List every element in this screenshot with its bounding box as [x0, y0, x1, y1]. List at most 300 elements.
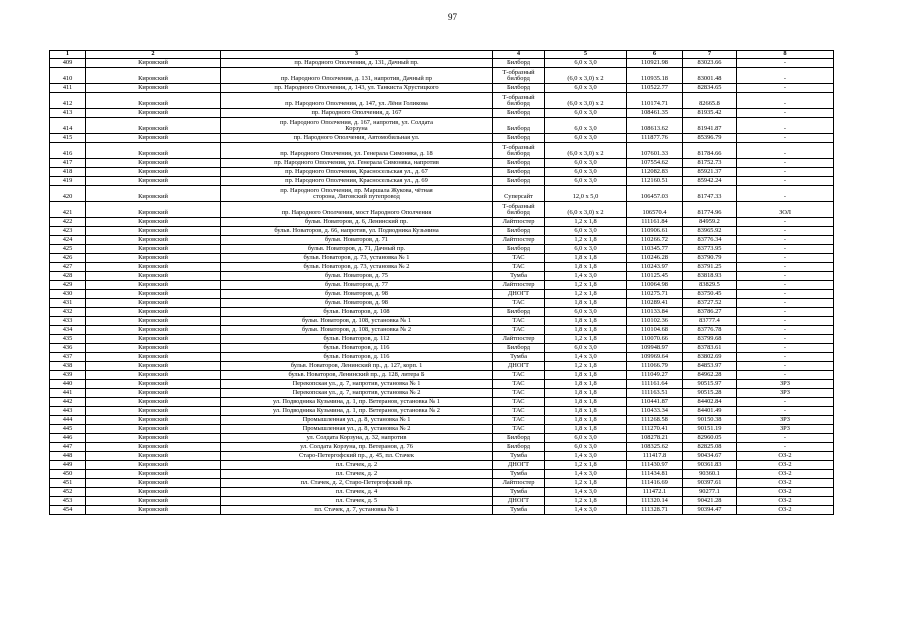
- address-cell-line: бульв. Новаторов, д. 116: [323, 344, 390, 352]
- size-cell: 1,8 x 1,8: [545, 317, 627, 326]
- district-cell: Кировский: [86, 254, 221, 263]
- row-number-cell: 442: [50, 398, 86, 407]
- construction-type-cell-line: Билборд: [506, 134, 531, 142]
- district-cell: Кировский: [86, 299, 221, 308]
- district-cell: Кировский: [86, 353, 221, 362]
- construction-type-cell: [493, 227, 545, 236]
- note-cell: -: [737, 335, 834, 344]
- size-cell: 1,8 x 1,8: [545, 380, 627, 389]
- size-cell: 6,0 x 3,0: [545, 118, 627, 134]
- coordinate-y-cell: 81774.96: [683, 202, 737, 218]
- district-cell: Кировский: [86, 159, 221, 168]
- district-cell: Кировский: [86, 134, 221, 143]
- address-cell-line: пр. Народного Ополчения, Автомобильная ул.: [293, 134, 420, 142]
- coordinate-y-cell: 90394.47: [683, 506, 737, 515]
- coordinate-x-cell: 110433.34: [627, 407, 683, 416]
- table-row: [50, 59, 834, 68]
- table-row: [50, 461, 834, 470]
- address-cell-line: пр. Народного Ополчения, д. 131, Дачный пр.: [294, 59, 419, 67]
- address-cell: [221, 134, 493, 143]
- address-cell-line: бульв. Новаторов, д. 98: [325, 299, 388, 307]
- coordinate-x-cell: 110243.97: [627, 263, 683, 272]
- address-cell: [221, 84, 493, 93]
- construction-type-cell-line: Тумба: [510, 506, 527, 514]
- address-cell: [221, 227, 493, 236]
- construction-type-cell: [493, 109, 545, 118]
- district-cell: Кировский: [86, 425, 221, 434]
- construction-type-cell: [493, 452, 545, 461]
- size-cell: 1,2 x 1,8: [545, 218, 627, 227]
- construction-type-cell: [493, 177, 545, 186]
- row-number-cell: 448: [50, 452, 86, 461]
- coordinate-y-cell: 90151.19: [683, 425, 737, 434]
- address-cell: [221, 143, 493, 159]
- coordinate-x-cell: 111328.71: [627, 506, 683, 515]
- construction-type-cell-line: Билборд: [506, 84, 531, 92]
- construction-type-cell-line: Тумба: [510, 470, 527, 478]
- row-number-cell: 411: [50, 84, 86, 93]
- address-cell: [221, 344, 493, 353]
- address-cell-line: бульв. Новаторов, д. 108: [323, 308, 390, 316]
- construction-type-cell-line: Т-образный: [502, 143, 535, 151]
- construction-type-cell-line: Лайтпостер: [502, 479, 535, 487]
- address-cell: [221, 218, 493, 227]
- address-cell-line: пр. Народного Ополчения, Красносельская ул., д. 69: [285, 177, 428, 185]
- coordinate-y-cell: 83802.69: [683, 353, 737, 362]
- address-cell-line: бульв. Новаторов, д. 71, Дачный пр.: [307, 245, 406, 253]
- construction-type-cell-line: ТАС: [512, 389, 525, 397]
- district-cell: Кировский: [86, 344, 221, 353]
- address-cell-line: бульв. Новаторов, д. 116: [323, 353, 390, 361]
- note-cell: -: [737, 118, 834, 134]
- district-cell: Кировский: [86, 186, 221, 202]
- coordinate-x-cell: 110289.41: [627, 299, 683, 308]
- note-cell: -: [737, 93, 834, 109]
- address-cell: [221, 371, 493, 380]
- district-cell: Кировский: [86, 93, 221, 109]
- table-row: [50, 227, 834, 236]
- note-cell: ОЗ-2: [737, 506, 834, 515]
- coordinate-x-cell: 110133.84: [627, 308, 683, 317]
- address-cell: [221, 443, 493, 452]
- table-row: [50, 168, 834, 177]
- address-cell: [221, 299, 493, 308]
- construction-type-cell: [493, 398, 545, 407]
- address-cell: [221, 263, 493, 272]
- note-cell: ЗРЗ: [737, 425, 834, 434]
- table-row: [50, 245, 834, 254]
- coordinate-y-cell: 90277.1: [683, 488, 737, 497]
- table-row: [50, 371, 834, 380]
- coordinate-x-cell: 110345.77: [627, 245, 683, 254]
- size-cell: 1,4 x 3,0: [545, 272, 627, 281]
- coordinate-y-cell: 84401.49: [683, 407, 737, 416]
- coordinate-y-cell: 83776.34: [683, 236, 737, 245]
- address-cell: [221, 281, 493, 290]
- row-number-cell: 437: [50, 353, 86, 362]
- construction-type-cell: [493, 218, 545, 227]
- district-cell: Кировский: [86, 84, 221, 93]
- construction-type-cell: [493, 353, 545, 362]
- address-cell-line: бульв. Новаторов, д. 112: [323, 335, 390, 343]
- district-cell: Кировский: [86, 488, 221, 497]
- address-cell: [221, 236, 493, 245]
- district-cell: Кировский: [86, 317, 221, 326]
- address-cell-line: пл. Стачек, д. 7, установка № 1: [314, 506, 399, 514]
- construction-type-cell: [493, 470, 545, 479]
- address-cell-line: пл. Стачек, д. 2: [335, 470, 378, 478]
- note-cell: -: [737, 371, 834, 380]
- address-cell-line: Промышленная ул., д. 8, установка № 2: [302, 425, 411, 433]
- note-cell: -: [737, 218, 834, 227]
- district-cell: Кировский: [86, 143, 221, 159]
- district-cell: Кировский: [86, 398, 221, 407]
- coordinate-y-cell: 83829.5: [683, 281, 737, 290]
- construction-type-cell-line: ДНОГТ: [507, 497, 530, 505]
- row-number-cell: 414: [50, 118, 86, 134]
- address-cell: [221, 452, 493, 461]
- size-cell: 6,0 x 3,0: [545, 443, 627, 452]
- construction-type-cell-line: Тумба: [510, 488, 527, 496]
- row-number-cell: 415: [50, 134, 86, 143]
- district-cell: Кировский: [86, 326, 221, 335]
- address-cell-line: Промышленная ул., д. 8, установка № 1: [302, 416, 411, 424]
- address-cell-line: бульв. Новаторов, д. 6, Ленинский пр.: [305, 218, 408, 226]
- construction-type-cell-line: Билборд: [506, 308, 531, 316]
- row-number-cell: 454: [50, 506, 86, 515]
- column-header: 3: [221, 51, 493, 59]
- address-cell-line: пр. Народного Ополчения, д. 143, ул. Танкиста Хрустицкого: [274, 84, 439, 92]
- construction-type-cell-line: ТАС: [512, 299, 525, 307]
- coordinate-x-cell: 111161.64: [627, 380, 683, 389]
- construction-type-cell-line: ТАС: [512, 398, 525, 406]
- coordinate-y-cell: 81941.87: [683, 118, 737, 134]
- row-number-cell: 418: [50, 168, 86, 177]
- table-row: [50, 434, 834, 443]
- district-cell: Кировский: [86, 380, 221, 389]
- address-cell: [221, 416, 493, 425]
- note-cell: -: [737, 143, 834, 159]
- coordinate-y-cell: 83786.27: [683, 308, 737, 317]
- coordinate-y-cell: 90397.61: [683, 479, 737, 488]
- note-cell: -: [737, 308, 834, 317]
- address-cell-line: бульв. Новаторов, д. 77: [325, 281, 388, 289]
- construction-type-cell-line: Билборд: [506, 168, 531, 176]
- coordinate-y-cell: 83783.61: [683, 344, 737, 353]
- coordinate-x-cell: 109948.97: [627, 344, 683, 353]
- construction-type-cell: [493, 344, 545, 353]
- note-cell: ОЗ-2: [737, 461, 834, 470]
- coordinate-x-cell: 111416.69: [627, 479, 683, 488]
- note-cell: ЗРЗ: [737, 389, 834, 398]
- coordinate-x-cell: 108613.62: [627, 118, 683, 134]
- coordinate-y-cell: 83023.66: [683, 59, 737, 68]
- address-cell-line: сторона, Лиговский путепровод: [313, 193, 400, 201]
- size-cell: 1,2 x 1,8: [545, 290, 627, 299]
- table-row: [50, 93, 834, 109]
- coordinate-x-cell: 112082.83: [627, 168, 683, 177]
- row-number-cell: 447: [50, 443, 86, 452]
- table-row: [50, 362, 834, 371]
- coordinate-x-cell: 110102.36: [627, 317, 683, 326]
- table-row: [50, 380, 834, 389]
- district-cell: Кировский: [86, 227, 221, 236]
- table-row: [50, 84, 834, 93]
- construction-type-cell: [493, 335, 545, 344]
- coordinate-x-cell: 111161.84: [627, 218, 683, 227]
- note-cell: -: [737, 134, 834, 143]
- note-cell: ЗРЗ: [737, 380, 834, 389]
- size-cell: 6,0 x 3,0: [545, 245, 627, 254]
- table-row: [50, 389, 834, 398]
- note-cell: -: [737, 281, 834, 290]
- row-number-cell: 431: [50, 299, 86, 308]
- district-cell: Кировский: [86, 362, 221, 371]
- coordinate-x-cell: 111320.14: [627, 497, 683, 506]
- address-cell-line: бульв. Новаторов, д. 108, установка № 2: [301, 326, 412, 334]
- address-cell-line: пл. Стачек, д. 2: [335, 461, 378, 469]
- address-cell-line: бульв. Новаторов, д. 73, установка № 2: [303, 263, 410, 271]
- note-cell: ОЗ-2: [737, 452, 834, 461]
- table-row: [50, 353, 834, 362]
- construction-type-cell-line: Билборд: [506, 434, 531, 442]
- address-cell-line: бульв. Новаторов, д. 75: [325, 272, 388, 280]
- row-number-cell: 436: [50, 344, 86, 353]
- address-cell: [221, 93, 493, 109]
- address-cell-line: пр. Народного Ополчения, Красносельская ул., д. 67: [285, 168, 428, 176]
- row-number-cell: 435: [50, 335, 86, 344]
- coordinate-y-cell: 83777.4: [683, 317, 737, 326]
- coordinate-x-cell: 110064.98: [627, 281, 683, 290]
- table-row: [50, 407, 834, 416]
- construction-type-cell: [493, 434, 545, 443]
- size-cell: 6,0 x 3,0: [545, 109, 627, 118]
- construction-type-cell-line: Билборд: [506, 245, 531, 253]
- table-row: [50, 218, 834, 227]
- coordinate-y-cell: 83001.48: [683, 68, 737, 84]
- row-number-cell: 416: [50, 143, 86, 159]
- district-cell: Кировский: [86, 470, 221, 479]
- district-cell: Кировский: [86, 281, 221, 290]
- address-cell-line: пр. Народного Ополчения, пр. Маршала Жукова, чётная: [280, 186, 433, 194]
- size-cell: 6,0 x 3,0: [545, 159, 627, 168]
- coordinate-y-cell: 83799.68: [683, 335, 737, 344]
- address-cell: [221, 506, 493, 515]
- coordinate-y-cell: 83965.92: [683, 227, 737, 236]
- table-row: [50, 497, 834, 506]
- table-row: [50, 326, 834, 335]
- construction-type-cell: [493, 93, 545, 109]
- district-cell: Кировский: [86, 497, 221, 506]
- district-cell: Кировский: [86, 59, 221, 68]
- address-cell: [221, 168, 493, 177]
- construction-type-cell: [493, 326, 545, 335]
- construction-type-cell: [493, 506, 545, 515]
- column-header: 6: [627, 51, 683, 59]
- size-cell: 1,2 x 1,8: [545, 362, 627, 371]
- coordinate-y-cell: 81747.33: [683, 186, 737, 202]
- address-cell: [221, 470, 493, 479]
- address-cell: [221, 245, 493, 254]
- coordinate-y-cell: 81935.42: [683, 109, 737, 118]
- table-row: [50, 470, 834, 479]
- construction-type-cell-line: Т-образный: [502, 68, 535, 76]
- address-cell: [221, 479, 493, 488]
- construction-type-cell-line: ТАС: [512, 317, 525, 325]
- construction-type-cell-line: Лайтпостер: [502, 236, 535, 244]
- coordinate-y-cell: 85942.24: [683, 177, 737, 186]
- size-cell: 1,8 x 1,8: [545, 254, 627, 263]
- table-row: [50, 281, 834, 290]
- coordinate-x-cell: 106457.03: [627, 186, 683, 202]
- district-cell: Кировский: [86, 434, 221, 443]
- coordinate-x-cell: 111417.8: [627, 452, 683, 461]
- size-cell: 1,8 x 1,8: [545, 299, 627, 308]
- construction-type-cell: [493, 389, 545, 398]
- address-cell-line: бульв. Новаторов, д. 71: [325, 236, 388, 244]
- address-cell: [221, 362, 493, 371]
- coordinate-y-cell: 82960.05: [683, 434, 737, 443]
- address-cell: [221, 389, 493, 398]
- table-row: [50, 479, 834, 488]
- coordinate-y-cell: 83818.93: [683, 272, 737, 281]
- size-cell: 6,0 x 3,0: [545, 434, 627, 443]
- construction-type-cell: [493, 254, 545, 263]
- construction-type-cell-line: Т-образный: [502, 93, 535, 101]
- construction-type-cell: [493, 59, 545, 68]
- district-cell: Кировский: [86, 479, 221, 488]
- construction-type-cell: [493, 84, 545, 93]
- address-cell: [221, 497, 493, 506]
- row-number-cell: 446: [50, 434, 86, 443]
- district-cell: Кировский: [86, 168, 221, 177]
- row-number-cell: 452: [50, 488, 86, 497]
- district-cell: Кировский: [86, 506, 221, 515]
- size-cell: 6,0 x 3,0: [545, 344, 627, 353]
- size-cell: 1,8 x 1,8: [545, 425, 627, 434]
- address-cell-line: пр. Народного Ополчения, мост Народного Ополчения: [281, 209, 432, 217]
- address-cell: [221, 272, 493, 281]
- coordinate-x-cell: 110522.77: [627, 84, 683, 93]
- address-cell: [221, 202, 493, 218]
- size-cell: 1,8 x 1,8: [545, 407, 627, 416]
- coordinate-x-cell: 110275.71: [627, 290, 683, 299]
- note-cell: ЗОЛ: [737, 202, 834, 218]
- construction-type-cell: [493, 186, 545, 202]
- construction-type-cell: [493, 202, 545, 218]
- page-number: 97: [448, 12, 457, 22]
- note-cell: -: [737, 434, 834, 443]
- size-cell: 1,2 x 1,8: [545, 281, 627, 290]
- construction-type-cell-line: билборд: [507, 150, 530, 158]
- address-cell-line: бульв. Новаторов, д. 66, напротив, ул. Подводника Кузьмина: [274, 227, 439, 235]
- address-cell: [221, 326, 493, 335]
- coordinate-x-cell: 109969.64: [627, 353, 683, 362]
- coordinate-x-cell: 110921.98: [627, 59, 683, 68]
- row-number-cell: 453: [50, 497, 86, 506]
- construction-type-cell: [493, 479, 545, 488]
- construction-type-cell-line: ДНОГТ: [507, 362, 530, 370]
- address-cell-line: пр. Народного Ополчения, д. 167, напротив, ул. Солдата: [280, 118, 433, 126]
- row-number-cell: 427: [50, 263, 86, 272]
- coordinate-x-cell: 110935.18: [627, 68, 683, 84]
- size-cell: 6,0 x 3,0: [545, 227, 627, 236]
- construction-type-cell-line: Лайтпостер: [502, 335, 535, 343]
- construction-type-cell: [493, 308, 545, 317]
- district-cell: Кировский: [86, 443, 221, 452]
- row-number-cell: 432: [50, 308, 86, 317]
- construction-type-cell-line: ТАС: [512, 416, 525, 424]
- district-cell: Кировский: [86, 218, 221, 227]
- coordinate-x-cell: 111163.51: [627, 389, 683, 398]
- coordinate-y-cell: 83773.95: [683, 245, 737, 254]
- row-number-cell: 438: [50, 362, 86, 371]
- size-cell: 1,4 x 3,0: [545, 506, 627, 515]
- address-cell: [221, 425, 493, 434]
- address-cell: [221, 109, 493, 118]
- construction-type-cell-line: Тумба: [510, 272, 527, 280]
- coordinate-x-cell: 110441.87: [627, 398, 683, 407]
- construction-type-cell: [493, 245, 545, 254]
- note-cell: -: [737, 362, 834, 371]
- address-cell-line: Корзуна: [345, 125, 368, 133]
- address-cell-line: бульв. Новаторов, Ленинский пр., д. 128, литера Б: [288, 371, 425, 379]
- construction-type-cell: [493, 168, 545, 177]
- note-cell: -: [737, 290, 834, 299]
- size-cell: 6,0 x 3,0: [545, 134, 627, 143]
- address-cell-line: бульв. Новаторов, д. 108, установка № 1: [301, 317, 412, 325]
- construction-type-cell-line: ТАС: [512, 380, 525, 388]
- table-row: [50, 290, 834, 299]
- address-cell-line: ул. Солдата Корзуна, д. 32, напротив: [306, 434, 407, 442]
- table-row: [50, 488, 834, 497]
- coordinate-x-cell: 110104.68: [627, 326, 683, 335]
- address-cell: [221, 159, 493, 168]
- address-cell: [221, 118, 493, 134]
- row-number-cell: 426: [50, 254, 86, 263]
- coordinate-y-cell: 82825.08: [683, 443, 737, 452]
- address-cell-line: Перекопская ул., д. 7, напротив, установка № 1: [292, 380, 421, 388]
- row-number-cell: 420: [50, 186, 86, 202]
- size-cell: 6,0 x 3,0: [545, 177, 627, 186]
- address-cell: [221, 254, 493, 263]
- construction-type-cell: [493, 134, 545, 143]
- coordinate-x-cell: 107554.62: [627, 159, 683, 168]
- coordinate-y-cell: 82665.8: [683, 93, 737, 109]
- coordinate-y-cell: 84402.84: [683, 398, 737, 407]
- size-cell: 6,0 x 3,0: [545, 308, 627, 317]
- table-body: [50, 59, 834, 515]
- row-number-cell: 419: [50, 177, 86, 186]
- coordinate-x-cell: 111472.1: [627, 488, 683, 497]
- construction-type-cell: [493, 290, 545, 299]
- coordinate-x-cell: 106570.4: [627, 202, 683, 218]
- note-cell: -: [737, 227, 834, 236]
- note-cell: ОЗ-2: [737, 470, 834, 479]
- address-cell-line: Перекопская ул., д. 7, напротив, установка № 2: [292, 389, 421, 397]
- table-row: [50, 186, 834, 202]
- size-cell: 1,8 x 1,8: [545, 263, 627, 272]
- coordinate-y-cell: 90515.28: [683, 389, 737, 398]
- size-cell: 1,8 x 1,8: [545, 326, 627, 335]
- construction-type-cell: [493, 362, 545, 371]
- coordinate-y-cell: 83727.52: [683, 299, 737, 308]
- note-cell: ОЗ-2: [737, 479, 834, 488]
- construction-type-cell-line: ТАС: [512, 254, 525, 262]
- construction-type-cell-line: Лайтпостер: [502, 281, 535, 289]
- row-number-cell: 417: [50, 159, 86, 168]
- address-cell: [221, 434, 493, 443]
